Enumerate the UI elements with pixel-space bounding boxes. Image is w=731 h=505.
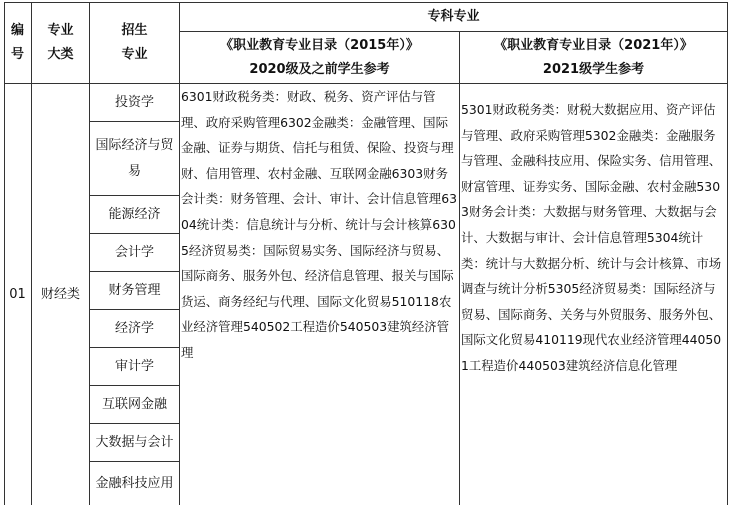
catalog-2021-content — [460, 84, 728, 505]
catalog-2021-text: 5301财政税务类：财税大数据应用、资产评估与管理、政府采购管理5302金融类：金融服务与管理、金融科技应用、保险实务、信用管理、财富管理、证券实务、国际金融、农村金融5303财务会计类：大数据与财务管理、大数据与会计、大数据与审计、会计信息管理5304统计类：统计与大数据分析、统计与会计核算、市场调查与统计分析5305经济贸易类：国际经济与贸易、国际商务、关务与外贸服务、服务外包、国际文化贸易410119现代农业经济管理440501工程造价440503建筑经济信息化管理 — [461, 102, 722, 373]
major-item — [90, 234, 180, 272]
catalog-2015-content — [180, 84, 460, 505]
major-item — [90, 310, 180, 348]
row-number — [4, 84, 32, 505]
header-enroll-label: 招生专业 — [121, 22, 148, 62]
major-item — [90, 122, 180, 196]
major-item — [90, 272, 180, 310]
major-item-label: 会计学 — [114, 244, 154, 260]
major-item-label: 互联网金融 — [101, 396, 167, 412]
major-item-label: 金融科技应用 — [95, 475, 174, 491]
major-item-label: 投资学 — [114, 94, 154, 110]
major-item — [90, 386, 180, 424]
row-category — [32, 84, 90, 505]
header-specialty — [180, 2, 728, 32]
header-number-label: 编号 — [10, 22, 24, 62]
header-category-label: 专业大类 — [47, 22, 74, 62]
catalog-2015-title: 《职业教育专业目录（2015年）》 — [220, 37, 419, 53]
major-item — [90, 462, 180, 505]
header-specialty-label: 专科专业 — [427, 8, 480, 24]
major-item-label: 能源经济 — [108, 206, 161, 222]
catalog-2015-note: 2020级及之前学生参考 — [249, 61, 390, 77]
row-category-value: 财经类 — [40, 286, 80, 302]
major-item — [90, 348, 180, 386]
header-catalog-2015 — [180, 32, 460, 84]
major-item-label: 经济学 — [114, 320, 154, 336]
catalog-2021-note: 2021级学生参考 — [542, 61, 645, 77]
major-item — [90, 424, 180, 462]
row-number-value: 01 — [9, 286, 26, 302]
major-item-label: 大数据与会计 — [95, 434, 174, 450]
major-item-label: 国际经济与贸易 — [95, 137, 174, 179]
major-item-label: 财务管理 — [108, 282, 161, 298]
catalog-2015-text: 6301财政税务类：财政、税务、资产评估与管理、政府采购管理6302金融类：金融管理、国际金融、证券与期货、信托与租赁、保险、投资与理财、信用管理、农村金融、互联网金融6303财务会计类：财务管理、会计、审计、会计信息管理6304统计类：信息统计与分析、统计与会计核算6305经济贸易类：国际贸易实务、国际经济与贸易、国际商务、服务外包、经济信息管理、报关与国际货运、商务经纪与代理、国际文化贸易510118农业经济管理540502工程造价540503建筑经济管理 — [181, 89, 457, 360]
header-category — [32, 2, 90, 84]
major-item — [90, 84, 180, 122]
header-enroll — [90, 2, 180, 84]
header-number — [4, 2, 32, 84]
major-item-label: 审计学 — [114, 358, 154, 374]
header-catalog-2021 — [460, 32, 728, 84]
catalog-2021-title: 《职业教育专业目录（2021年）》 — [494, 37, 693, 53]
major-item — [90, 196, 180, 234]
